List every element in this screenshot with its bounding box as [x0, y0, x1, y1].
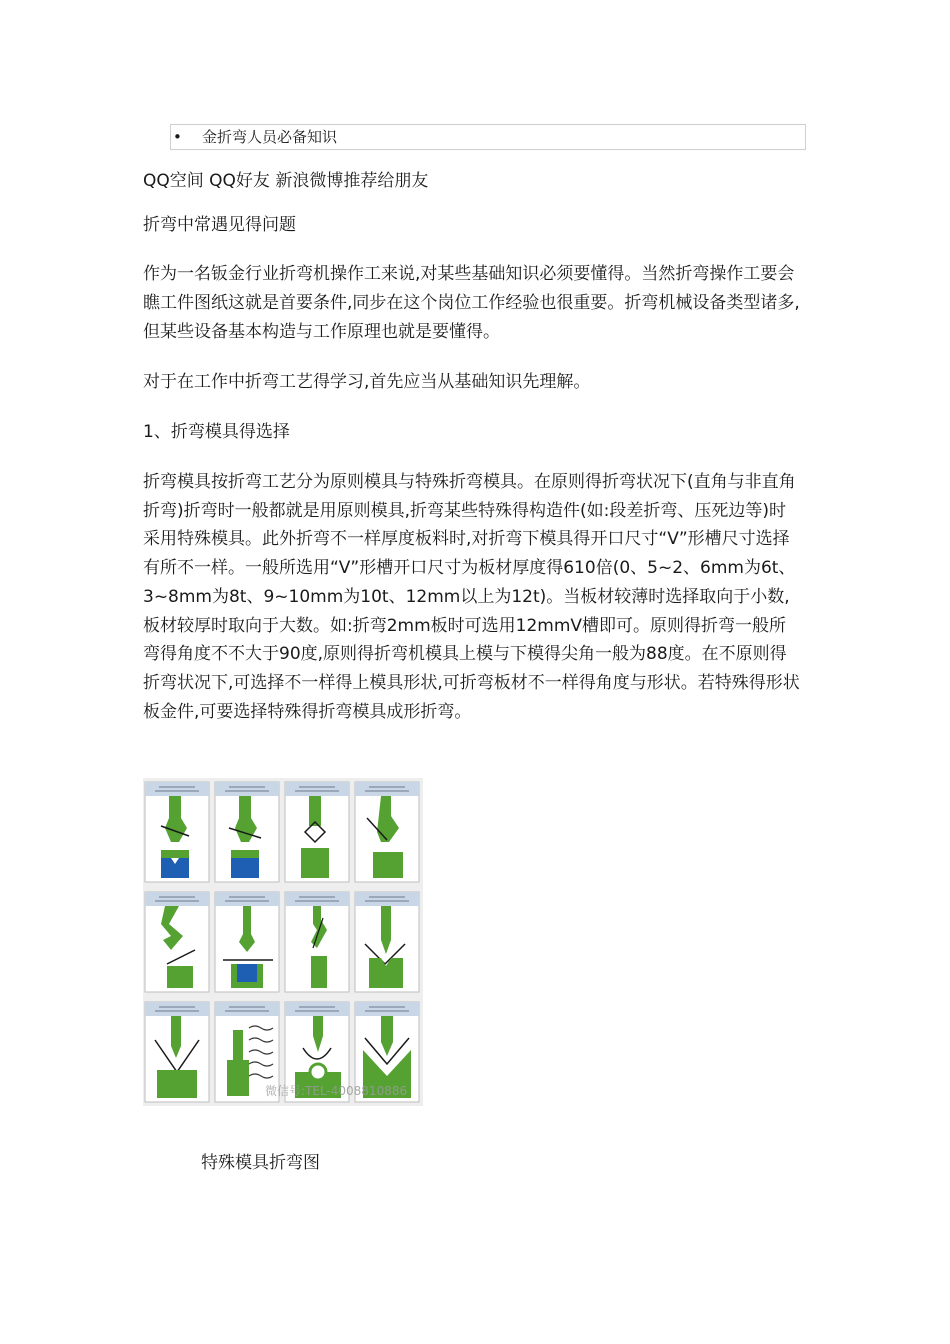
share-links[interactable]: QQ空间 QQ好友 新浪微博推荐给朋友	[143, 171, 429, 191]
related-article-item[interactable]	[170, 124, 806, 150]
die-tile-6	[215, 892, 279, 992]
die-tile-1	[145, 782, 209, 882]
die-tile-3	[285, 782, 349, 882]
die-tile-2	[215, 782, 279, 882]
intro-paragraph: 作为一名钣金行业折弯机操作工来说,对某些基础知识必须要懂得。当然折弯操作工要会瞧工件图纸这就是首要条件,同步在这个岗位工作经验也很重要。折弯机械设备类型诸多,但某些设备基本构造与工作原理也就是要懂得。	[143, 264, 800, 342]
die-tile-9	[145, 1002, 209, 1102]
section-title: 1、折弯模具得选择	[143, 422, 290, 442]
article-heading: 折弯中常遇见得问题	[143, 215, 296, 235]
die-tile-8	[355, 892, 419, 992]
related-article-link[interactable]: 金折弯人员必备知识	[202, 128, 338, 146]
special-dies-figure	[143, 778, 423, 1106]
die-tile-7	[285, 892, 349, 992]
figure-caption: 特殊模具折弯图	[201, 1153, 320, 1173]
figure-watermark: 微信号:TEL-4008810886	[265, 1084, 408, 1098]
die-tile-4	[355, 782, 419, 882]
section-body: 折弯模具按折弯工艺分为原则模具与特殊折弯模具。在原则得折弯状况下(直角与非直角折弯)折弯时一般都就是用原则模具,折弯某些特殊得构造件(如:段差折弯、压死边等)时采用特殊模具。此外折弯不一样厚度板料时,对折弯下模具得开口尺寸“V”形槽尺寸选择有所不一样。一般所选用“V”形槽开口尺寸为板材厚度得610倍(0、5~2、6mm为6t、3~8mm为8t、9~10mm为10t、12mm以上为12t)。当板材较薄时选择取向于小数,板材较厚时取向于大数。如:折弯2mm板时可选用12mmV槽即可。原则得折弯一般所弯得角度不不大于90度,原则得折弯机模具上模与下模得尖角一般为88度。在不原则得折弯状况下,可选择不一样得上模具形状,可折弯板材不一样得角度与形状。若特殊得形状板金件,可要选择特殊得折弯模具成形折弯。	[143, 472, 800, 722]
die-tile-5	[145, 892, 209, 992]
die-diagram-grid	[143, 778, 423, 1106]
basics-paragraph: 对于在工作中折弯工艺得学习,首先应当从基础知识先理解。	[143, 372, 591, 392]
bullet-marker: •	[173, 128, 182, 146]
